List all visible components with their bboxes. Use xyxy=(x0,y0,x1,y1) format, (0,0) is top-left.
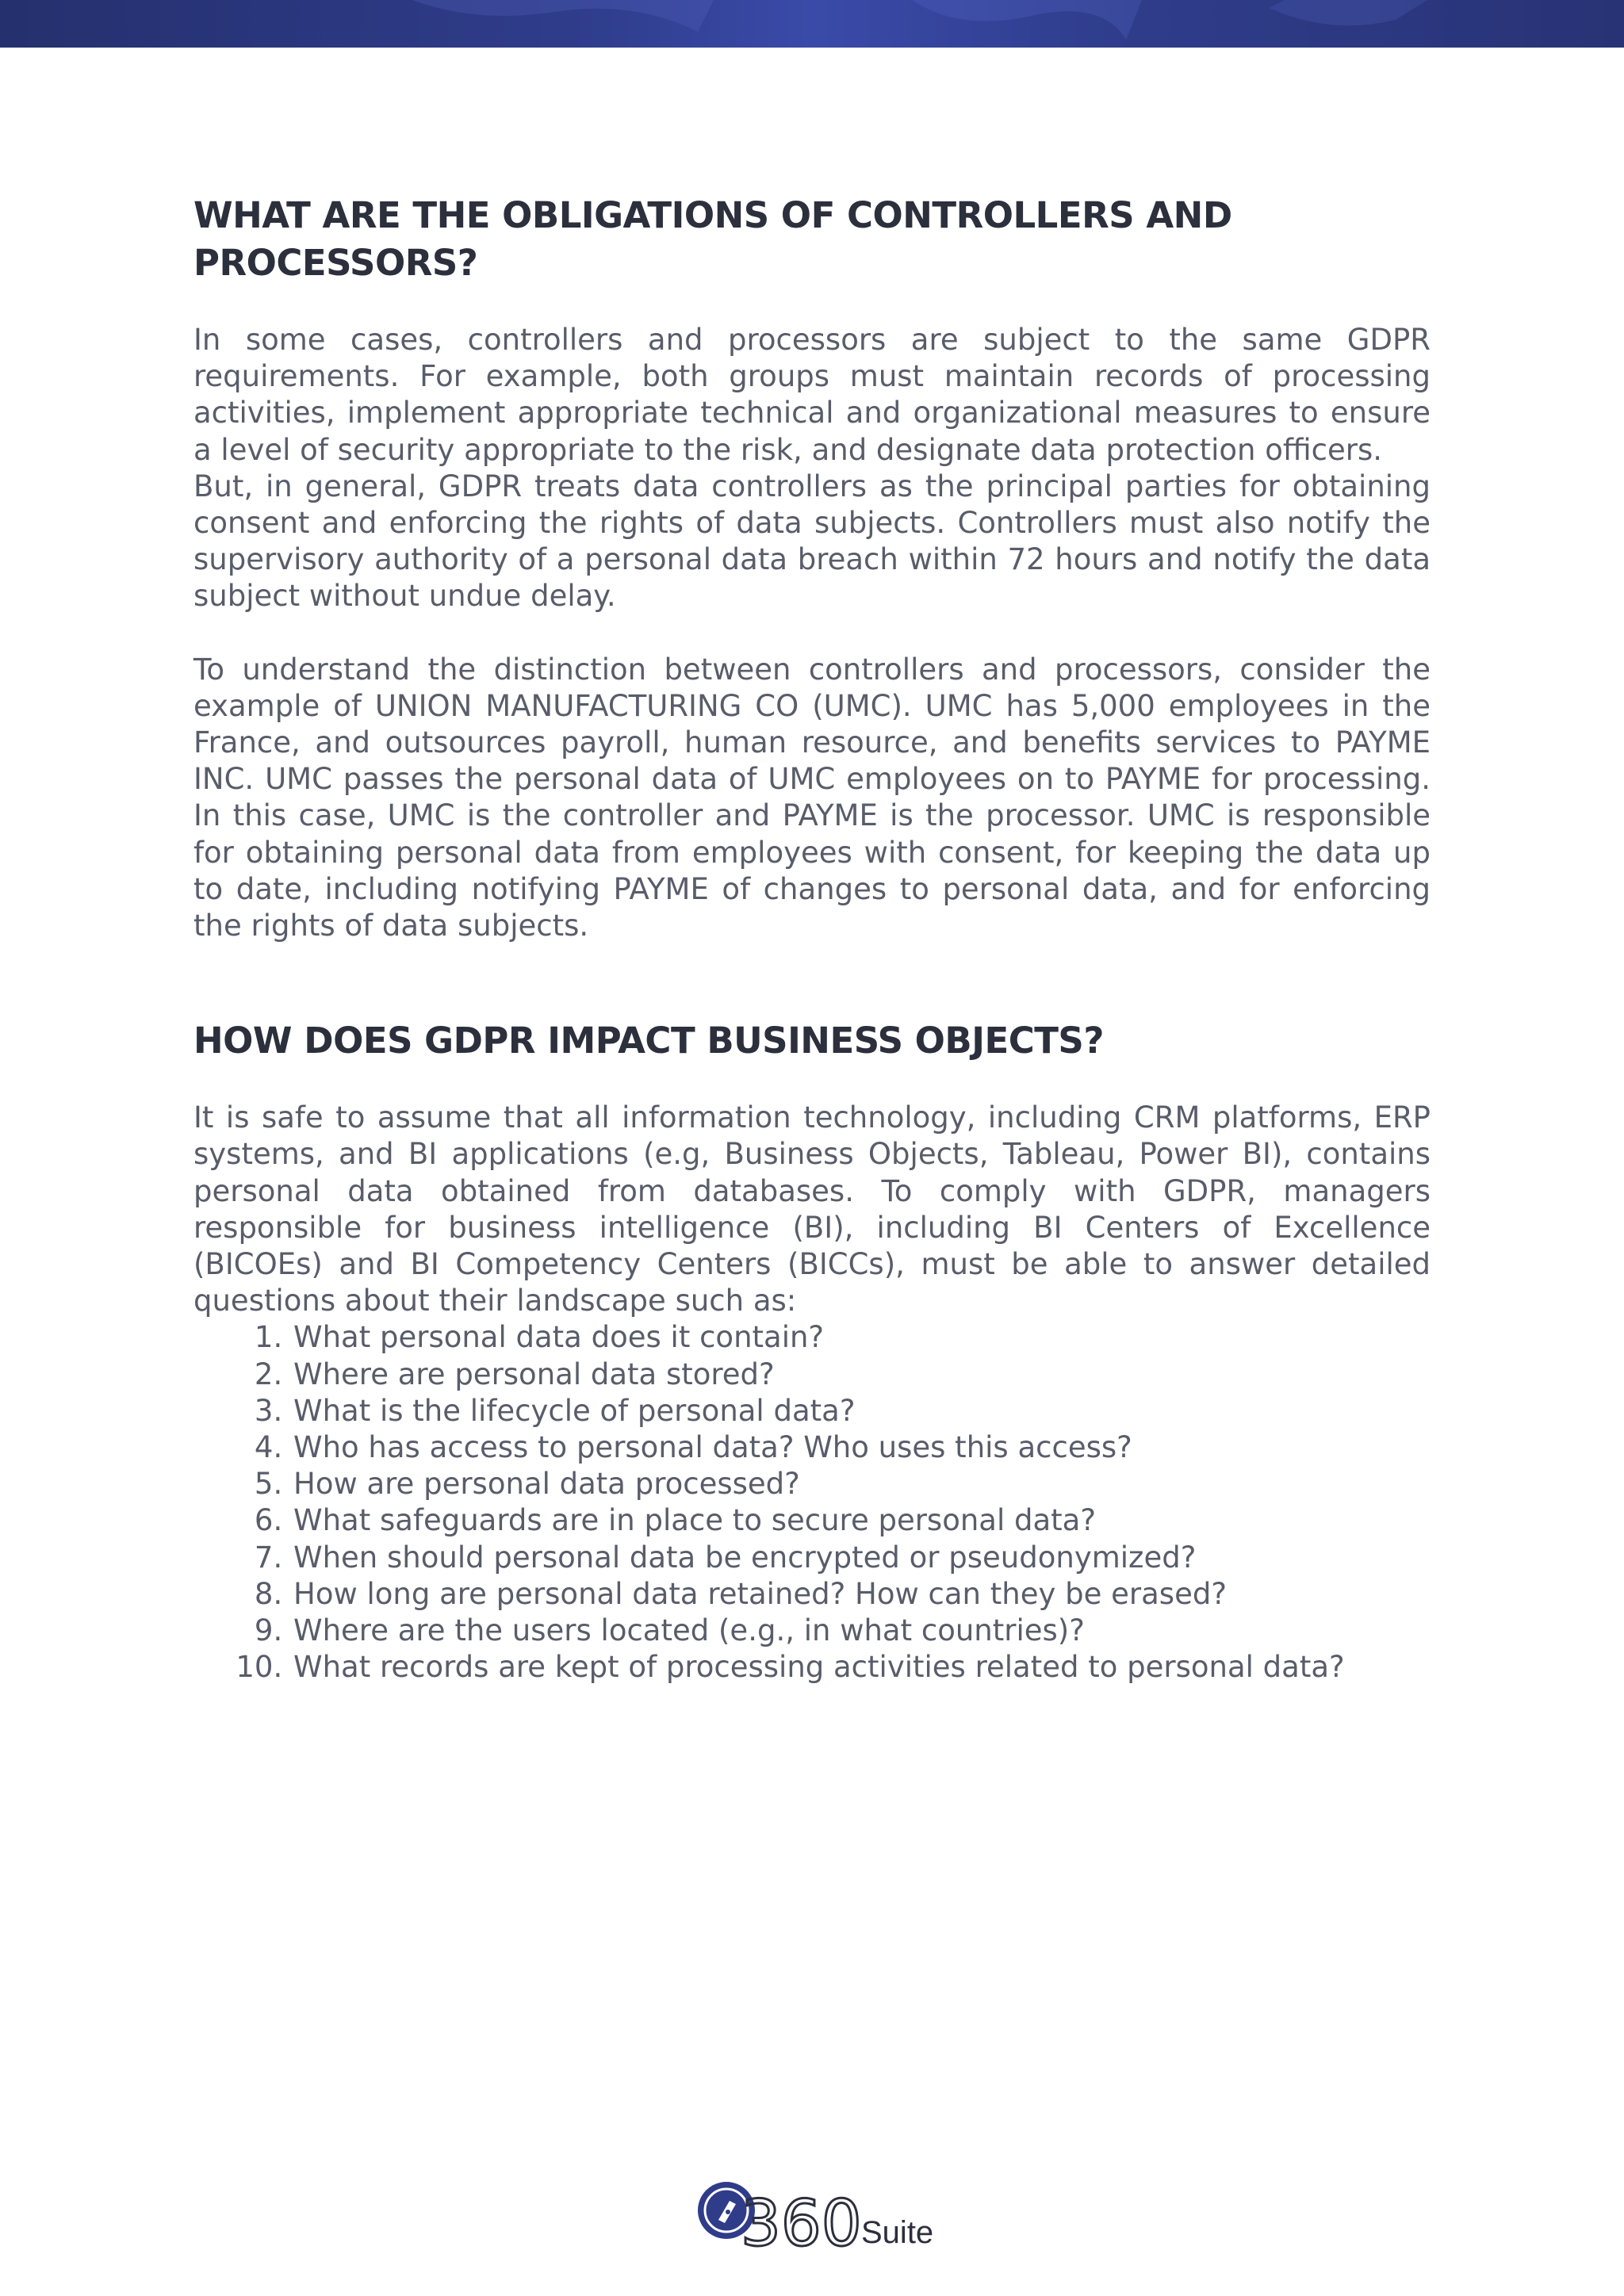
list-item: 1. What personal data does it contain? xyxy=(292,1319,1431,1356)
paragraph-shared-requirements: In some cases, controllers and processors are subject to the same GDPR requirements. For example, both groups must maintain records of processing activities, implement appropriate technical and organizational measures to ensure a level of security appropriate to the risk, and designate data protection officers. xyxy=(193,323,1431,467)
list-item: 6. What safeguards are in place to secure personal data? xyxy=(292,1502,1431,1539)
page-content xyxy=(193,192,1431,1686)
logo-wordmark: Suite xyxy=(861,2215,934,2250)
section-heading-business-objects: HOW DOES GDPR IMPACT BUSINESS OBJECTS? xyxy=(193,1020,1104,1062)
world-map-decoration xyxy=(0,0,1624,48)
header-band xyxy=(0,0,1624,48)
list-item: 2. Where are personal data stored? xyxy=(292,1357,1431,1393)
section-heading-obligations: WHAT ARE THE OBLIGATIONS OF CONTROLLERS AND PROCESSORS? xyxy=(193,194,1232,284)
logo-360suite xyxy=(695,2172,933,2267)
paragraph-umc-example: To understand the distinction between controllers and processors, consider the example of UNION MANUFACTURING CO (UMC). UMC has 5,000 employees in the France, and outsources payroll, human resource, and benefits services to PAYME INC. UMC passes the personal data of UMC employees on to PAYME for processing. In this case, UMC is the controller and PAYME is the processor. UMC is responsible for obtaining personal data from employees with consent, for keeping the data up to date, including notifying PAYME of changes to personal data, and for enforcing the rights of data subjects. xyxy=(193,652,1431,943)
svg-text:360: 360 xyxy=(741,2187,862,2256)
list-item: 4. Who has access to personal data? Who uses this access? xyxy=(292,1429,1431,1466)
list-item: 7. When should personal data be encrypted or pseudonymized? xyxy=(292,1540,1431,1576)
list-item: 9. Where are the users located (e.g., in what countries)? xyxy=(292,1613,1431,1649)
paragraph-bi-landscape: It is safe to assume that all information technology, including CRM platforms, ERP systems, and BI applications (e.g, Business Objects, Tableau, Power BI), contains personal data obtained from databases. To comply with GDPR, managers responsible for business intelligence (BI), including BI Centers of Excellence (BICOEs) and BI Competency Centers (BICCs), must be able to answer detailed questions about their landscape such as: xyxy=(193,1100,1431,1318)
questions-list xyxy=(193,1319,1431,1686)
list-item: 10. What records are kept of processing activities related to personal data? xyxy=(292,1649,1431,1686)
paragraph-controller-duties: But, in general, GDPR treats data controllers as the principal parties for obtaining consent and enforcing the rights of data subjects. Controllers must also notify the supervisory authority of a personal data breach within 72 hours and notify the data subject without undue delay. xyxy=(193,469,1431,614)
list-item: 8. How long are personal data retained? How can they be erased? xyxy=(292,1576,1431,1613)
list-item: 3. What is the lifecycle of personal data? xyxy=(292,1393,1431,1429)
list-item: 5. How are personal data processed? xyxy=(292,1466,1431,1502)
